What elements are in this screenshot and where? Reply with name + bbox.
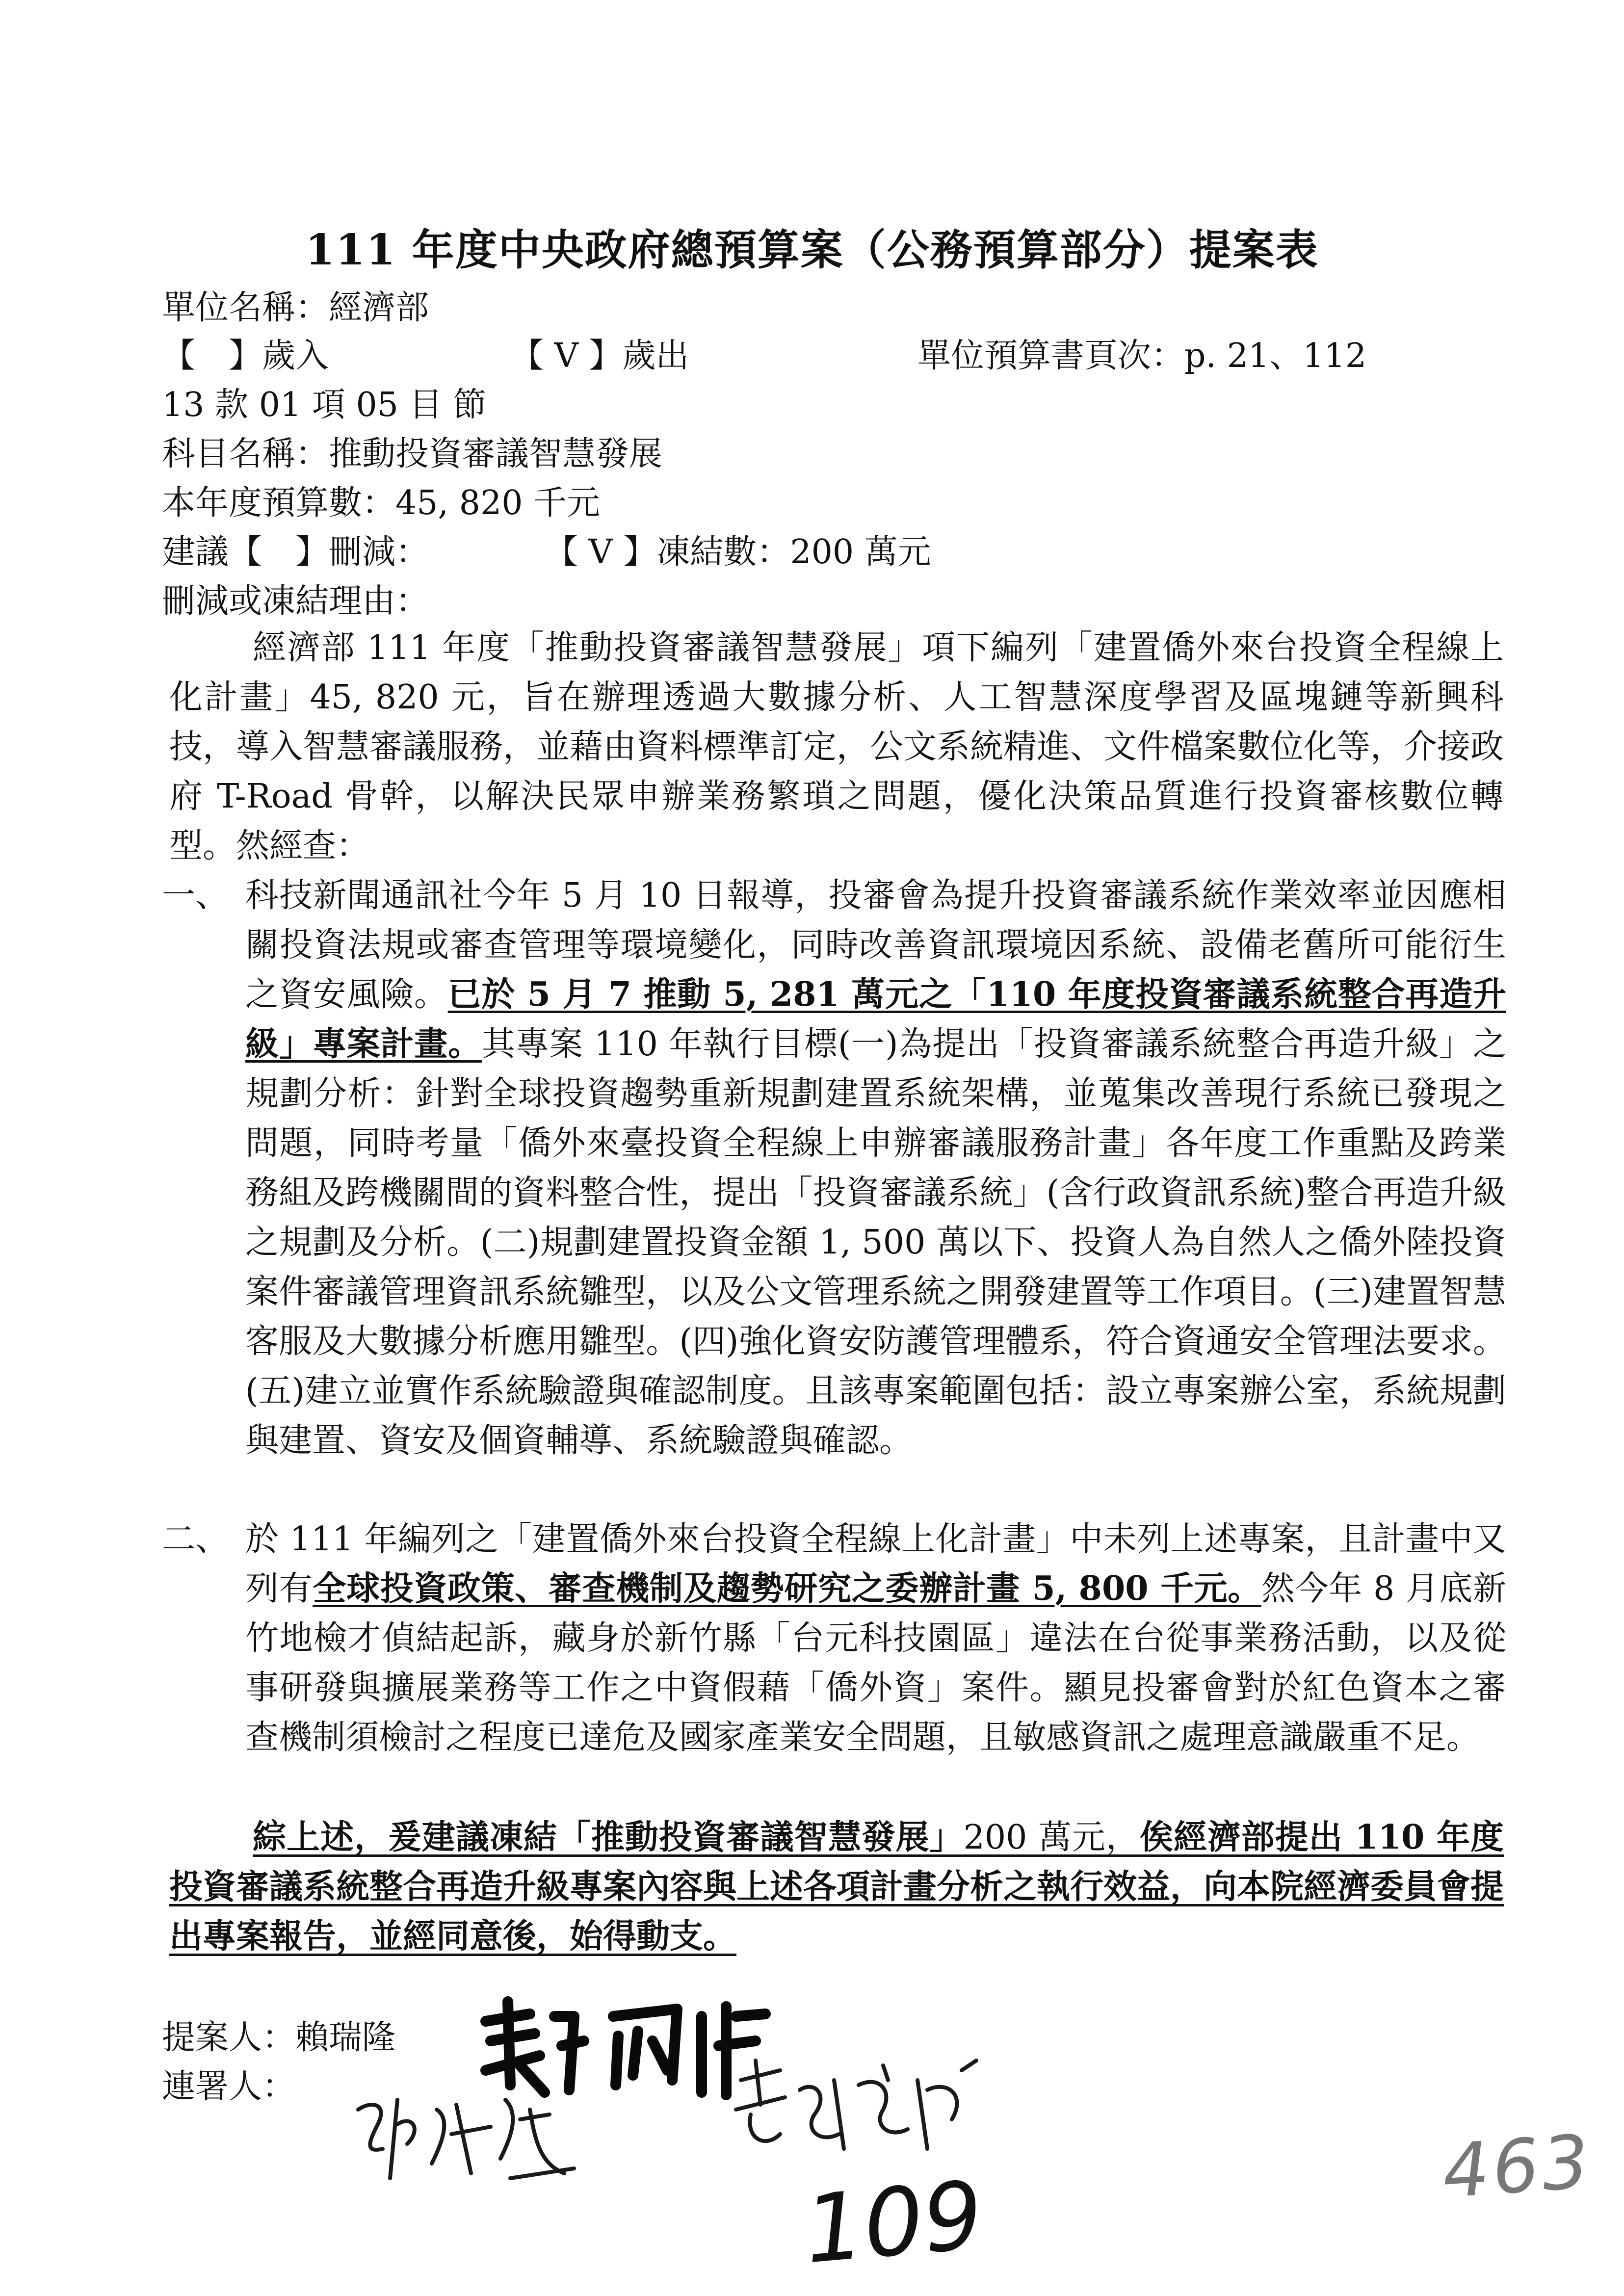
item-2-text-a: 於 111 年編列之「建置僑外來台投資全程線上化計畫」中未列上述專案，且計畫中又列有 xyxy=(245,1520,1506,1608)
unit-name: 單位名稱：經濟部 xyxy=(162,288,429,327)
budget-amount: 本年度預算數：45, 820 千元 xyxy=(162,484,601,522)
subject-name: 科目名稱：推動投資審議智慧發展 xyxy=(162,435,663,473)
page-title: 111 年度中央政府總預算案（公務預算部分）提案表 xyxy=(305,225,1319,275)
item-1-number: 一、 xyxy=(162,876,229,915)
item-2-number: 二、 xyxy=(162,1520,229,1559)
conclusion-paragraph xyxy=(169,1813,1504,1961)
expense-checkbox: 【 V 】歲出 xyxy=(510,337,689,375)
reason-label: 刪減或凍結理由： xyxy=(162,582,429,621)
intro-paragraph: 經濟部 111 年度「推動投資審議智慧發展」項下編列「建置僑外來台投資全程線上化計畫」45, 820 元，旨在辦理透過大數據分析、人工智慧深度學習及區塊鏈等新興科技，導入智慧審議服務，並藉由資料標準訂定，公文系統精進、文件檔案數位化等，介接政府 T-Road 骨幹，以解決民眾申辦業務繁瑣之問題，優化決策品質進行投資審核數位轉型。然經查： xyxy=(169,628,1504,865)
suggest-cut: 建議【 】刪減： xyxy=(162,533,429,572)
item-1-text-a: 科技新聞通訊社今年 5 月 10 日報導，投審會為提升投資審議系統作業效率並因應相關投資法規或審查管理等環境變化，同時改善資訊環境因系統、設備老舊所可能衍生之資安風險。 xyxy=(245,876,1506,1014)
handwritten-number: 109 xyxy=(800,2161,987,2285)
conclusion-amount: 200 萬元， xyxy=(963,1818,1140,1857)
freeze-amount: 【 V 】凍結數：200 萬元 xyxy=(545,533,931,572)
item-2-text-b: 然今年 8 月底新竹地檢才偵結起訴，藏身於新竹縣「台元科技園區」違法在台從事業務活動，以及從事研發與擴展業務等工作之中資假藉「僑外資」案件。顯見投審會對於紅色資本之審查機制須檢討之程度已達危及國家產業安全問題，且敏感資訊之處理意識嚴重不足。 xyxy=(245,1569,1506,1757)
page-number: 463 xyxy=(1440,2119,1595,2215)
reason-item-2 xyxy=(162,1514,1506,1762)
cosigner-signature-1 xyxy=(343,2080,599,2198)
item-1-highlight: 已於 5 月 7 推動 5, 281 萬元之「110 年度投資審議系統整合再造升級」專案計畫。 xyxy=(245,975,1506,1064)
reason-item-1 xyxy=(162,871,1506,1465)
conclusion-text-b: 俟經濟部提出 110 年度投資審議系統整合再造升級專案內容與上述各項計畫分析之執行效益，向本院經濟委員會提出專案報告，並經同意後，始得動支。 xyxy=(169,1818,1504,1956)
revenue-checkbox: 【 】歲入 xyxy=(162,337,329,375)
proposer-label: 提案人：賴瑞隆 xyxy=(162,2018,396,2057)
item-1-text-b: 其專案 110 年執行目標(一)為提出「投資審議系統整合再造升級」之規劃分析：針對全球投資趨勢重新規劃建置系統架構，並蒐集改善現行系統已發現之問題，同時考量「僑外來臺投資全程線上申辦審議服務計畫」各年度工作重點及跨業務組及跨機關間的資料整合性，提出「投資審議系統」(含行政資訊系統)整合再造升級之規劃及分析。(二)規劃建置投資金額 1, 500 萬以下、投資人為自然人之僑外陸投資案件審議管理資訊系統雛型，以及公文管理系統之開發建置等工作項目。(三)建置智慧客服及大數據分析應用雛型。(四)強化資安防護管理體系，符合資通安全管理法要求。(五)建立並實作系統驗證與確認制度。且該專案範圍包括：設立專案辦公室，系統規劃與建置、資安及個資輔導、系統驗證與確認。 xyxy=(245,1025,1506,1460)
budget-page-ref: 單位預算書頁次：p. 21、112 xyxy=(917,337,1367,375)
conclusion-text-a: 綜上述，爰建議凍結「推動投資審議智慧發展」 xyxy=(253,1818,964,1857)
cosigner-label: 連署人： xyxy=(162,2067,296,2106)
item-2-highlight: 全球投資政策、審查機制及趨勢研究之委辦計畫 5, 800 千元。 xyxy=(313,1569,1261,1608)
cosigner-signature-2 xyxy=(721,2051,996,2168)
budget-code: 13 款 01 項 05 目 節 xyxy=(162,386,487,424)
